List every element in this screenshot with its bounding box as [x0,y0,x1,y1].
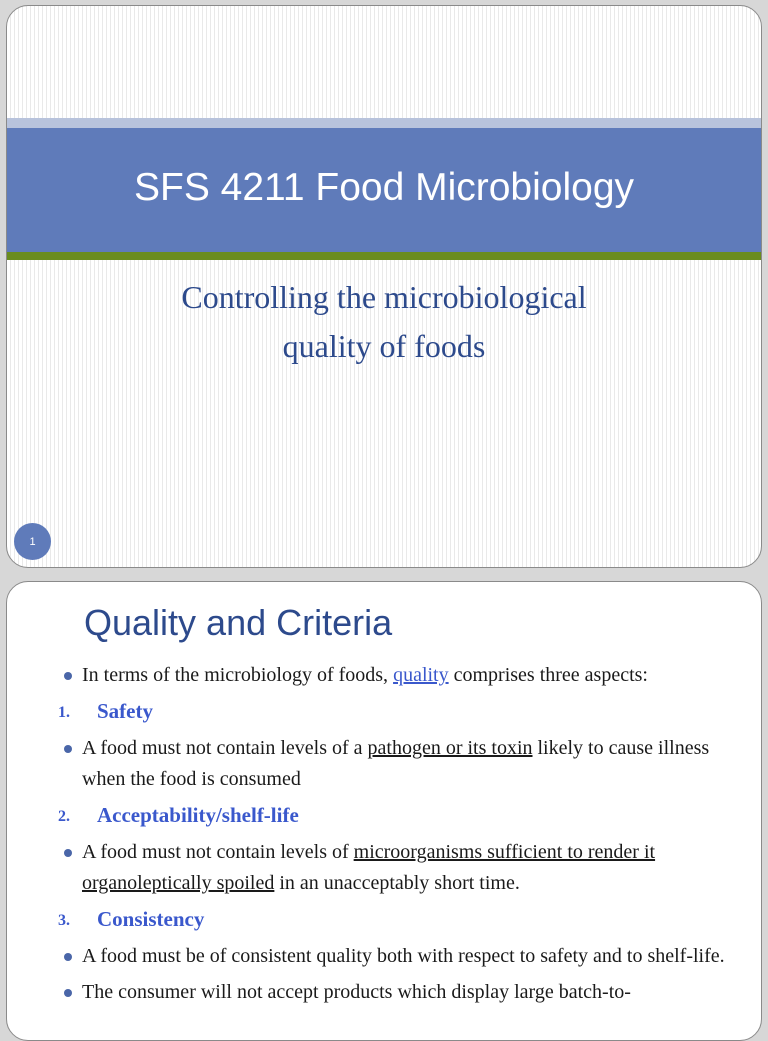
numbered-heading-acceptability [7,800,761,831]
bullet-text: A food must be of consistent quality both with respect to safety and to shelf-life. [82,945,725,967]
bullet-intro [7,660,761,691]
bullet-safety [7,733,761,795]
bullet-dot-icon [64,745,72,753]
intro-before: In terms of the microbiology of foods, [82,664,389,686]
subtitle-line-2: quality of foods [282,328,486,364]
bullet-text: in an unacceptably short time. [279,872,520,894]
bullet-consistency [7,941,761,972]
content-slide [6,581,762,1041]
bullet-text: The consumer will not accept products which display large batch-to- [82,981,631,1003]
bullet-text: A food must not contain levels of a [82,737,363,759]
title-slide [6,5,762,568]
numbered-heading-consistency [7,904,761,935]
subtitle-line-1: Controlling the microbiological [181,279,587,315]
divider-bar [7,252,761,260]
slide-content [7,660,761,1013]
item-number: 1. [58,704,70,721]
bullet-dot-icon [64,849,72,857]
title-band [7,128,761,252]
intro-after: comprises three aspects: [453,664,648,686]
slide-heading: Quality and Criteria [84,602,393,643]
bullet-trailing [7,977,761,1008]
slide-title: SFS 4211 Food Microbiology [133,166,635,209]
page-number: 1 [29,535,36,548]
quality-link[interactable]: quality [393,664,449,686]
item-number: 3. [58,912,70,929]
page-number-badge [14,523,51,560]
numbered-heading-safety [7,696,761,727]
item-heading: Consistency [97,907,205,931]
bullet-dot-icon [64,953,72,961]
item-number: 2. [58,808,70,825]
bullet-text: A food must not contain levels of [82,841,349,863]
bullet-acceptability [7,837,761,899]
slide-subtitle [7,273,761,371]
underlined-text: microorganisms sufficient to render it organoleptically spoiled [82,841,656,894]
bullet-dot-icon [64,989,72,997]
top-stripe [7,118,761,128]
bullet-text: likely to cause illness when the food is consumed [82,737,710,790]
item-heading: Safety [97,699,153,723]
bullet-dot-icon [64,672,72,680]
item-heading: Acceptability/shelf-life [97,803,299,827]
underlined-text: pathogen or its toxin [367,737,533,759]
